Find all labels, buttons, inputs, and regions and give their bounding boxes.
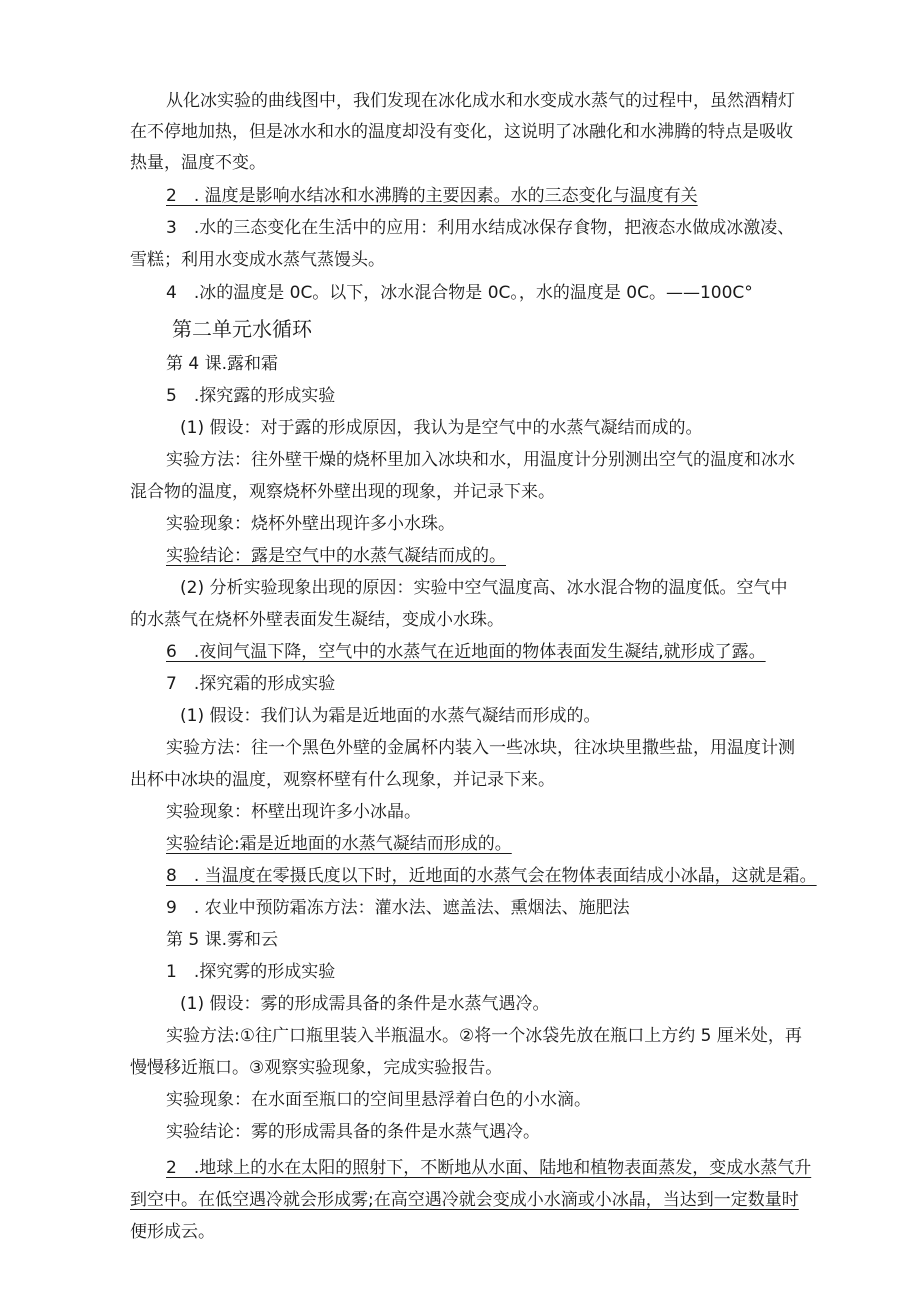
hypothesis: (1) 假设：我们认为霜是近地面的水蒸气凝结而形成的。 (180, 706, 601, 726)
item-8: 8 . 当温度在零摄氏度以下时，近地面的水蒸气会在物体表面结成小冰晶，这就是霜。 (166, 866, 817, 886)
conclusion (166, 545, 506, 567)
lesson-heading: 第 4 课.露和霜 (166, 354, 279, 374)
method-line: 实验方法：往外壁干燥的烧杯里加入冰块和水，用温度计分别测出空气的温度和冰水 (166, 450, 795, 470)
paragraph-line: 热量，温度不变。 (130, 153, 266, 173)
phenomenon: 实验现象：在水面至瓶口的空间里悬浮着白色的小水滴。 (166, 1090, 591, 1110)
item-2: 2 . 温度是影响水结冰和水沸腾的主要因素。水的三态变化与温度有关 (166, 186, 698, 206)
lesson-heading: 第 5 课.雾和云 (166, 930, 279, 950)
item-7: 7 .探究霜的形成实验 (166, 674, 336, 694)
item-2b-cont: 便形成云。 (130, 1222, 215, 1242)
item-9: 9 . 农业中预防霜冻方法：灌水法、遮盖法、熏烟法、施肥法 (166, 898, 630, 918)
item-4: 4 .冰的温度是 0C。以下，冰水混合物是 0C。，水的温度是 0C。——100C° (166, 283, 753, 303)
analysis-line: 的水蒸气在烧杯外壁表面发生凝结，变成小水珠。 (130, 610, 504, 630)
item-6: 6 .夜间气温下降，空气中的水蒸气在近地面的物体表面发生凝结,就形成了露。 (166, 642, 766, 662)
conclusion: 实验结论:霜是近地面的水蒸气凝结而形成的。 (166, 834, 512, 854)
method-line: 实验方法:①往广口瓶里装入半瓶温水。②将一个冰袋先放在瓶口上方约 5 厘米处，再 (166, 1026, 802, 1046)
item-3-cont: 雪糕；利用水变成水蒸气蒸馒头。 (130, 250, 385, 270)
paragraph-line: 从化冰实验的曲线图中，我们发现在冰化成水和水变成水蒸气的过程中，虽然酒精灯 (166, 91, 795, 111)
hypothesis: (1) 假设：对于露的形成原因，我认为是空气中的水蒸气凝结而成的。 (180, 418, 703, 438)
item-5: 5 .探究露的形成实验 (166, 386, 336, 406)
hypothesis: (1) 假设：雾的形成需具备的条件是水蒸气遇冷。 (180, 994, 550, 1014)
paragraph-line: 在不停地加热，但是冰水和水的温度却没有变化，这说明了冰融化和水沸腾的特点是吸收 (130, 122, 793, 142)
item-3: 3 .水的三态变化在生活中的应用：利用水结成冰保存食物，把液态水做成冰激凌、 (166, 218, 795, 238)
method-line: 混合物的温度，观察烧杯外壁出现的现象，并记录下来。 (130, 482, 555, 502)
phenomenon: 实验现象：烧杯外壁出现许多小水珠。 (166, 514, 455, 534)
analysis-line: (2) 分析实验现象出现的原因：实验中空气温度高、冰水混合物的温度低。空气中 (180, 578, 788, 598)
phenomenon: 实验现象：杯壁出现许多小冰晶。 (166, 802, 421, 822)
method-line: 出杯中冰块的温度，观察杯壁有什么现象，并记录下来。 (130, 770, 555, 790)
method-line: 慢慢移近瓶口。③观察实验现象，完成实验报告。 (130, 1058, 503, 1078)
conclusion-text: 实验结论：露是空气中的水蒸气凝结而成的。 (166, 546, 506, 566)
item-1: 1 .探究雾的形成实验 (166, 962, 336, 982)
section-heading: 第二单元水循环 (172, 317, 312, 341)
item-2b-cont: 到空中。在低空遇冷就会形成雾;在高空遇冷就会变成小水滴或小冰晶，当达到一定数量时 (130, 1190, 799, 1210)
item-2b: 2 .地球上的水在太阳的照射下，不断地从水面、陆地和植物表面蒸发，变成水蒸气升 (166, 1158, 812, 1178)
method-line: 实验方法：往一个黑色外壁的金属杯内装入一些冰块，往冰块里撒些盐，用温度计测 (166, 738, 795, 758)
conclusion: 实验结论：雾的形成需具备的条件是水蒸气遇冷。 (166, 1122, 540, 1142)
